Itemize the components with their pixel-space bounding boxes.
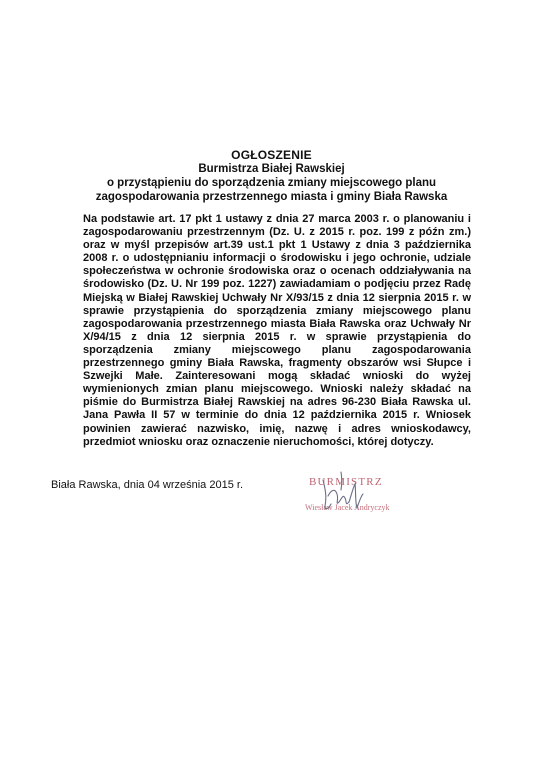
subject-line-2: zagospodarowania przestrzennego miasta i gminy Biała Rawska — [95, 191, 448, 203]
issuer-line: Burmistrza Białej Rawskiej — [198, 163, 345, 175]
announcement-title: OGŁOSZENIE — [231, 148, 312, 162]
announcement-body: Na podstawie art. 17 pkt 1 ustawy z dnia 27 marca 2003 r. o planowaniu i zagospodarowaniu przestrzennym (Dz. U. z 2015 r. poz. 199 z późn zm.) oraz w myśl przepisów art.39 ust.1 pkt 1 Ustawy z dnia 3 października 2008 r. o udostępnianiu informacji o środowisku i jego ochronie, udziale społeczeństwa w ochronie środowiska oraz o ocenach oddziaływania na środowisko (Dz. U. Nr 199 poz. 1227) zawiadamiam o podjęciu przez Radę Miejską w Białej Rawskiej Uchwały Nr X/93/15 z dnia 12 sierpnia 2015 r. w sprawie przystąpienia do sporządzenia zmiany miejscowego planu zagospodarowania przestrzennego miasta Biała Rawska oraz Uchwały Nr X/94/15 z dnia 12 sierpnia 2015 r. w sprawie przystąpienia do sporządzenia zmiany miejscowego planu zagospodarowania przestrzennego gminy Biała Rawska, fragmenty obszarów wsi Słupce i Szwejki Małe. Zainteresowani mogą składać wnioski do wyżej wymienionych zmian planu miejscowego. Wnioski należy składać na piśmie do Burmistrza Białej Rawskiej na adres 96-230 Biała Rawska ul. Jana Pawła II 57 w terminie do dnia 12 października 2015 r. Wniosek powinien zawierać nazwisko, imię, nazwę i adres wnioskodawcy, przedmiot wniosku oraz oznaczenie nieruchomości, której dotyczy. — [83, 213, 471, 448]
stamp-name: Wiesław Jacek Andryczyk — [305, 503, 390, 512]
subject-line-1: o przystąpieniu do sporządzenia zmiany miejscowego planu — [106, 177, 437, 189]
announcement-header — [40, 148, 503, 204]
place-and-date: Biała Rawska, dnia 04 września 2015 r. — [51, 479, 243, 491]
stamp-title: BURMISTRZ — [309, 476, 383, 488]
handwritten-signature — [295, 466, 415, 526]
signature-stamp — [295, 466, 415, 526]
